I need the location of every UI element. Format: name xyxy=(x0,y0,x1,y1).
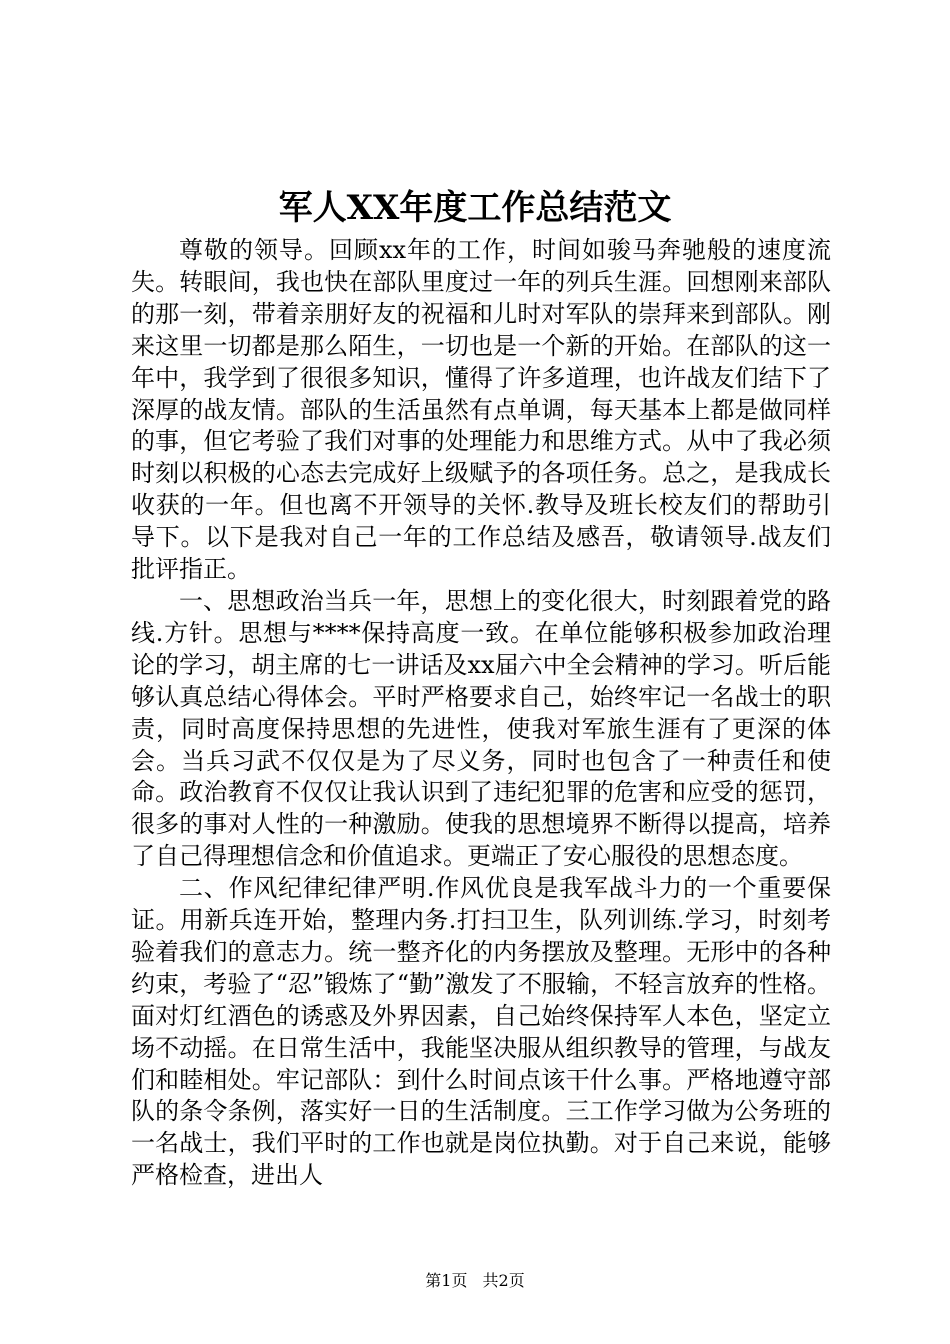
document-body xyxy=(131,235,831,1192)
page-footer xyxy=(0,1270,950,1292)
paragraph-work-style-discipline: 二、作风纪律纪律严明.作风优良是我军战斗力的一个重要保证。用新兵连开始，整理内务.打扫卫生，队列训练.学习，时刻考验着我们的意志力。统一整齐化的内务摆放及整理。无形中的各种约束，考验了“忍”锻炼了“勤”激发了不服输，不轻言放弃的性格。面对灯红酒色的诱惑及外界因素，自己始终保持军人本色，坚定立场不动摇。在日常生活中，我能坚决服从组织教导的管理，与战友们和睦相处。牢记部队：到什么时间点该干什么事。严格地遵守部队的条令条例，落实好一日的生活制度。三工作学习做为公务班的一名战士，我们平时的工作也就是岗位执勤。对于自己来说，能够严格检查，进出人 xyxy=(131,874,831,1190)
page-number-current: 第1页 xyxy=(425,1271,468,1290)
paragraph-intro: 尊敬的领导。回顾xx年的工作，时间如骏马奔驰般的速度流失。转眼间，我也快在部队里度过一年的列兵生涯。回想刚来部队的那一刻，带着亲朋好友的祝福和儿时对军队的崇拜来到部队。刚来这里一切都是那么陌生，一切也是一个新的开始。在部队的这一年中，我学到了很很多知识，懂得了许多道理，也许战友们结下了深厚的战友情。部队的生活虽然有点单调，每天基本上都是做同样的事，但它考验了我们对事的处理能力和思维方式。从中了我必须时刻以积极的心态去完成好上级赋予的各项任务。总之，是我成长收获的一年。但也离不开领导的关怀.教导及班长校友们的帮助引导下。以下是我对自己一年的工作总结及感吾，敬请领导.战友们批评指正。 xyxy=(131,236,831,584)
page-number-total: 共2页 xyxy=(482,1271,525,1290)
document-title: 军人XX年度工作总结范文 xyxy=(278,188,672,228)
paragraph-political-thought: 一、思想政治当兵一年，思想上的变化很大，时刻跟着党的路线.方针。思想与****保持高度一致。在单位能够积极参加政治理论的学习，胡主席的七一讲话及xx届六中全会精神的学习。听后能够认真总结心得体会。平时严格要求自己，始终牢记一名战士的职责，同时高度保持思想的先进性，使我对军旅生涯有了更深的体会。当兵习武不仅仅是为了尽义务，同时也包含了一种责任和使命。政治教育不仅仅让我认识到了违纪犯罪的危害和应受的惩罚，很多的事对人性的一种激励。使我的思想境界不断得以提高，培养了自己得理想信念和价值追求。更端正了安心服役的思想态度。 xyxy=(131,586,831,871)
